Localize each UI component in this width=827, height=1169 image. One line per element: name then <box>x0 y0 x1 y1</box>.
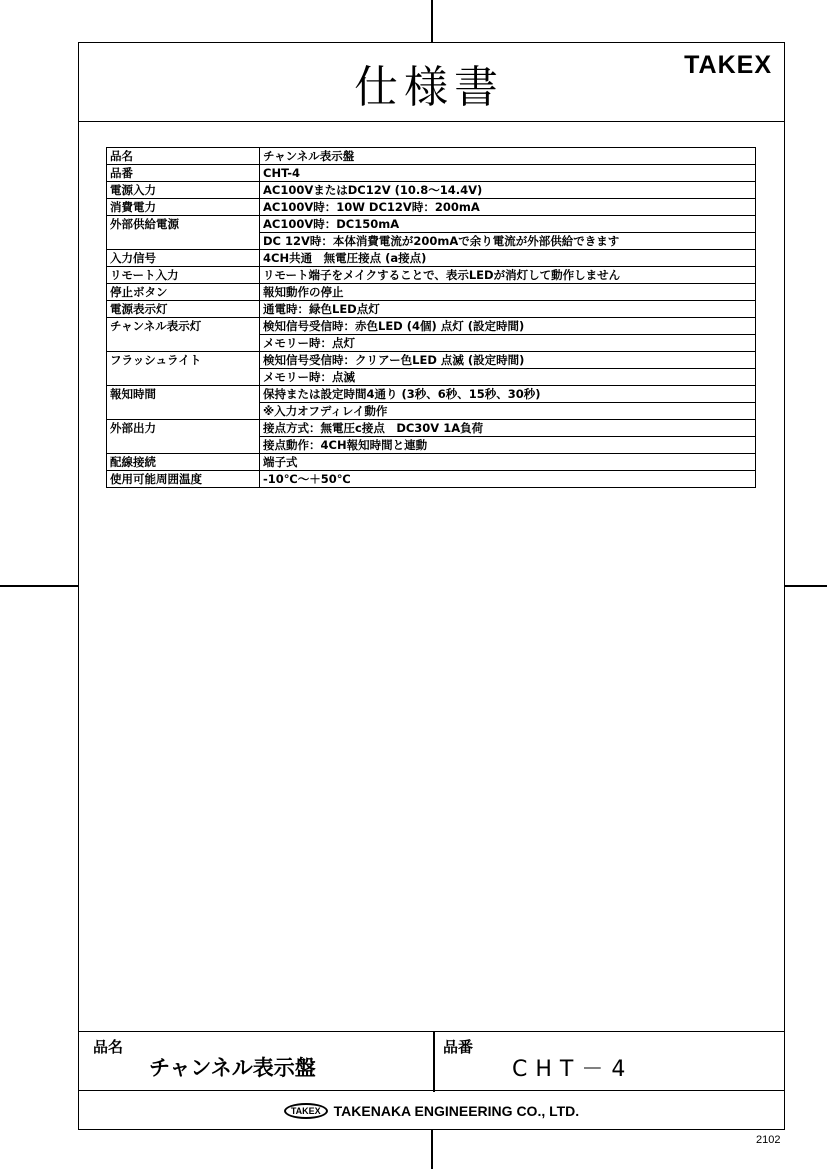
spec-value: DC 12V時：本体消費電流が200mAで余り電流が外部供給できます <box>260 233 756 250</box>
crop-mark-bottom <box>431 1130 433 1169</box>
spec-value: 検知信号受信時：クリアー色LED 点滅 (設定時間) <box>260 352 756 369</box>
spec-value: 保持または設定時間4通り (3秒、6秒、15秒、30秒) <box>260 386 756 403</box>
spec-row <box>107 182 756 199</box>
spec-row <box>107 148 756 165</box>
spec-row <box>107 165 756 182</box>
spec-value: AC100V時：DC150mA <box>260 216 756 233</box>
crop-mark-right <box>785 585 827 587</box>
spec-value: メモリー時：点滅 <box>260 369 756 386</box>
product-number-label: 品番 <box>443 1038 474 1056</box>
spec-value: 通電時：緑色LED点灯 <box>260 301 756 318</box>
spec-value: 接点動作：4CH報知時間と連動 <box>260 437 756 454</box>
spec-value: AC100VまたはDC12V (10.8～14.4V) <box>260 182 756 199</box>
spec-label: 報知時間 <box>107 386 260 420</box>
spec-row <box>107 386 756 403</box>
spec-label: 品名 <box>107 148 260 165</box>
spec-label: 電源表示灯 <box>107 301 260 318</box>
spec-value: チャンネル表示盤 <box>260 148 756 165</box>
spec-value: 報知動作の停止 <box>260 284 756 301</box>
spec-label: 電源入力 <box>107 182 260 199</box>
brand-logo: TAKEX <box>684 51 772 79</box>
document-header <box>79 43 784 122</box>
spec-row <box>107 471 756 488</box>
spec-value: メモリー時：点灯 <box>260 335 756 352</box>
spec-row <box>107 420 756 437</box>
spec-row <box>107 267 756 284</box>
spec-row <box>107 216 756 233</box>
spec-value: 接点方式：無電圧c接点 DC30V 1A負荷 <box>260 420 756 437</box>
spec-label: 停止ボタン <box>107 284 260 301</box>
spec-label: 配線接続 <box>107 454 260 471</box>
spec-label: 外部出力 <box>107 420 260 454</box>
spec-row <box>107 318 756 335</box>
spec-row <box>107 454 756 471</box>
product-name-value: チャンネル表示盤 <box>149 1056 316 1080</box>
company-name: TAKENAKA ENGINEERING CO., LTD. <box>333 1103 580 1119</box>
spec-label: 品番 <box>107 165 260 182</box>
spec-row <box>107 301 756 318</box>
spec-row <box>107 352 756 369</box>
spec-value: 検知信号受信時：赤色LED (4個) 点灯 (設定時間) <box>260 318 756 335</box>
spec-value: 4CH共通 無電圧接点 (a接点) <box>260 250 756 267</box>
spec-value: CHT-4 <box>260 165 756 182</box>
company-row <box>79 1091 784 1131</box>
spec-value: AC100V時：10W DC12V時：200mA <box>260 199 756 216</box>
document-footer <box>79 1031 784 1131</box>
footer-product-row <box>79 1031 784 1091</box>
spec-label: 使用可能周囲温度 <box>107 471 260 488</box>
spec-table <box>106 147 756 488</box>
spec-label: 消費電力 <box>107 199 260 216</box>
spec-row <box>107 284 756 301</box>
product-name-label: 品名 <box>93 1038 124 1056</box>
spec-label: 外部供給電源 <box>107 216 260 250</box>
spec-value: 端子式 <box>260 454 756 471</box>
document-frame <box>78 42 785 1130</box>
spec-value: -10℃～＋50℃ <box>260 471 756 488</box>
spec-row <box>107 250 756 267</box>
spec-row <box>107 199 756 216</box>
document-number: 2102 <box>756 1134 781 1146</box>
document-title: 仕様書 <box>354 62 504 113</box>
spec-label: チャンネル表示灯 <box>107 318 260 352</box>
crop-mark-left <box>0 585 78 587</box>
spec-label: 入力信号 <box>107 250 260 267</box>
product-number-value: CHT－4 <box>512 1057 634 1082</box>
spec-label: フラッシュライト <box>107 352 260 386</box>
spec-value: ※入力オフディレイ動作 <box>260 403 756 420</box>
spec-value: リモート端子をメイクすることで、表示LEDが消灯して動作しません <box>260 267 756 284</box>
footer-divider <box>433 1032 435 1092</box>
crop-mark-top <box>431 0 433 42</box>
spec-label: リモート入力 <box>107 267 260 284</box>
company-logo: TAKEX <box>284 1103 328 1119</box>
